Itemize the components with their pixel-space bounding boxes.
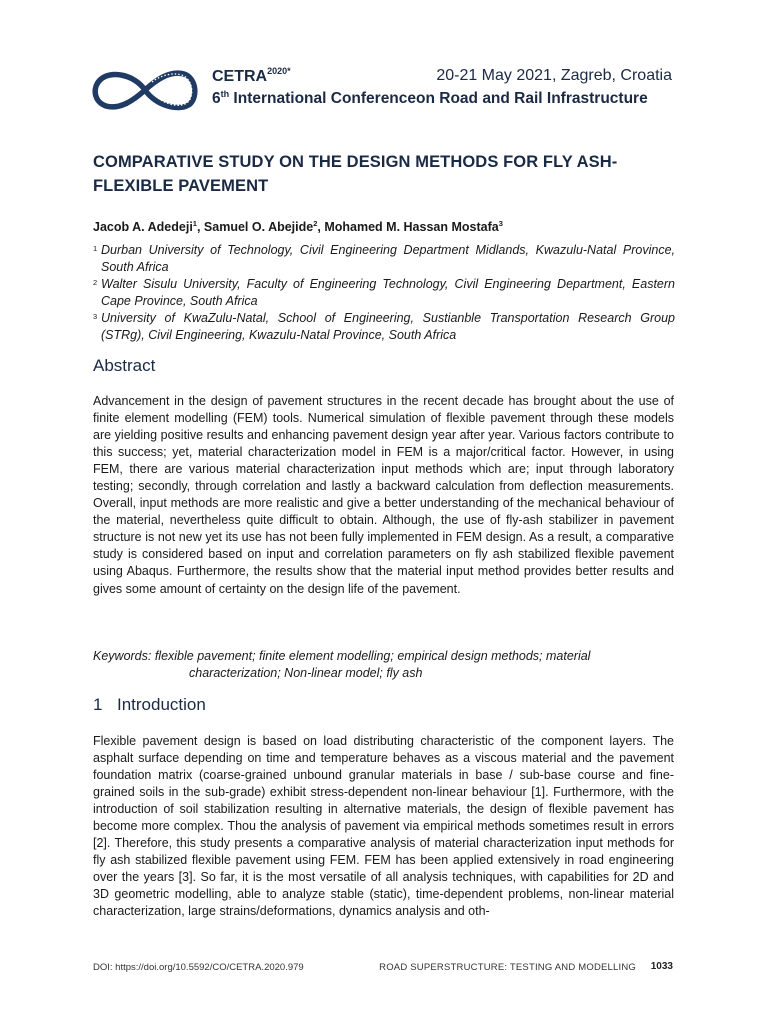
affiliation-2: 2 Walter Sisulu University, Faculty of Engineering Technology, Civil Engineering Department, Eastern Cape Province, South Africa — [93, 277, 675, 308]
section-name: ROAD SUPERSTRUCTURE: TESTING AND MODELLING — [379, 962, 636, 973]
page-number: 1033 — [650, 961, 673, 972]
introduction-text: Flexible pavement design is based on load distributing characteristic of the component layers. The asphalt surface depending on time and temperature behaves as a viscous material and the pavement foundation matrix (coarse-grained unbound granular materials in base / sub-base course and fine-grained soils in the sub-grade) exhibit stress-dependent non-linear behaviour [1]. Furthermore, with the introduction of soil stabilization resulting in alternative materials, the design of flexible pavement has become more complex. Thou the analysis of pavement via empirical methods sometimes result in errors [2]. Therefore, this study presents a comparative analysis of material characterization input methods for fly ash stabilized flexible pavement using FEM. FEM has been applied extensively in road engineering over the years [3]. So far, it is the most versatile of all analysis techniques, with capabilities for 2D and 3D geometric modelling, able to analyze stable (static), time-dependent problems, non-linear material characterization, large strains/deformations, dynamics analysis and oth- — [93, 734, 674, 919]
doi-link[interactable]: DOI: https://doi.org/10.5592/CO/CETRA.2020.979 — [93, 962, 304, 973]
conference-date-place: 20-21 May 2021, Zagreb, Croatia — [436, 67, 672, 84]
author-name: Mohamed M. Hassan Mostafa — [324, 220, 499, 234]
abstract-heading: Abstract — [93, 356, 156, 375]
conference-name: $CETRA^{2020*}$ — [212, 66, 291, 85]
keywords: Keywords: flexible pavement; finite element modelling; empirical design methods; material characterization; Non-linear model; fly ash — [93, 649, 591, 680]
paper-title: COMPARATIVE STUDY ON THE DESIGN METHODS FOR FLY ASH-FLEXIBLE PAVEMENT — [93, 153, 618, 195]
affiliation-3: 3 University of KwaZulu-Natal, School of Engineering, Sustianble Transportation Research Group (STRg), Civil Engineering, Kwazulu-Natal Province, South Africa — [93, 311, 675, 342]
introduction-heading: 1 Introduction — [93, 695, 206, 714]
conference-full-name: 6th International Conferenceon Road and Rail Infrastructure — [212, 89, 648, 107]
author-list: Jacob A. Adedeji$^1$, Samuel O. Abejide$^2$, Mohamed M. Hassan Mostafa$^3$ — [93, 219, 503, 234]
author-name: Samuel O. Abejide — [203, 220, 314, 234]
affiliation-1: 1 Durban University of Technology, Civil Engineering Department Midlands, Kwazulu-Natal Province, South Africa — [93, 243, 675, 274]
abstract-text: Advancement in the design of pavement structures in the recent decade has brought about the use of finite element modelling (FEM) tools. Numerical simulation of flexible pavement through these models are yielding positive results and enhancing pavement design year after year. Various factors contribute to this success; yet, material characterization model in FEM is a major/critical factor. However, in using FEM, there are various material characterization input methods which are; input through laboratory testing; secondly, through correlation and lastly a backward calculation from deflection measurements. Overall, input methods are more realistic and give a better understanding of the mechanical behaviour of the material, nevertheless quite difficult to obtain. Although, the use of fly-ash stabilizer in pavement structure is not new yet its use has not been fully implemented in FEM design. As a result, a comparative study is considered based on input and correlation parameters on fly ash stabilized flexible pavement using Abaqus. Furthermore, the results show that the material input method provides better results and gives some amount of certainty on the design life of the pavement. — [93, 394, 674, 596]
infinity-logo-icon — [92, 66, 198, 114]
author-name: Jacob A. Adedeji — [93, 220, 193, 234]
